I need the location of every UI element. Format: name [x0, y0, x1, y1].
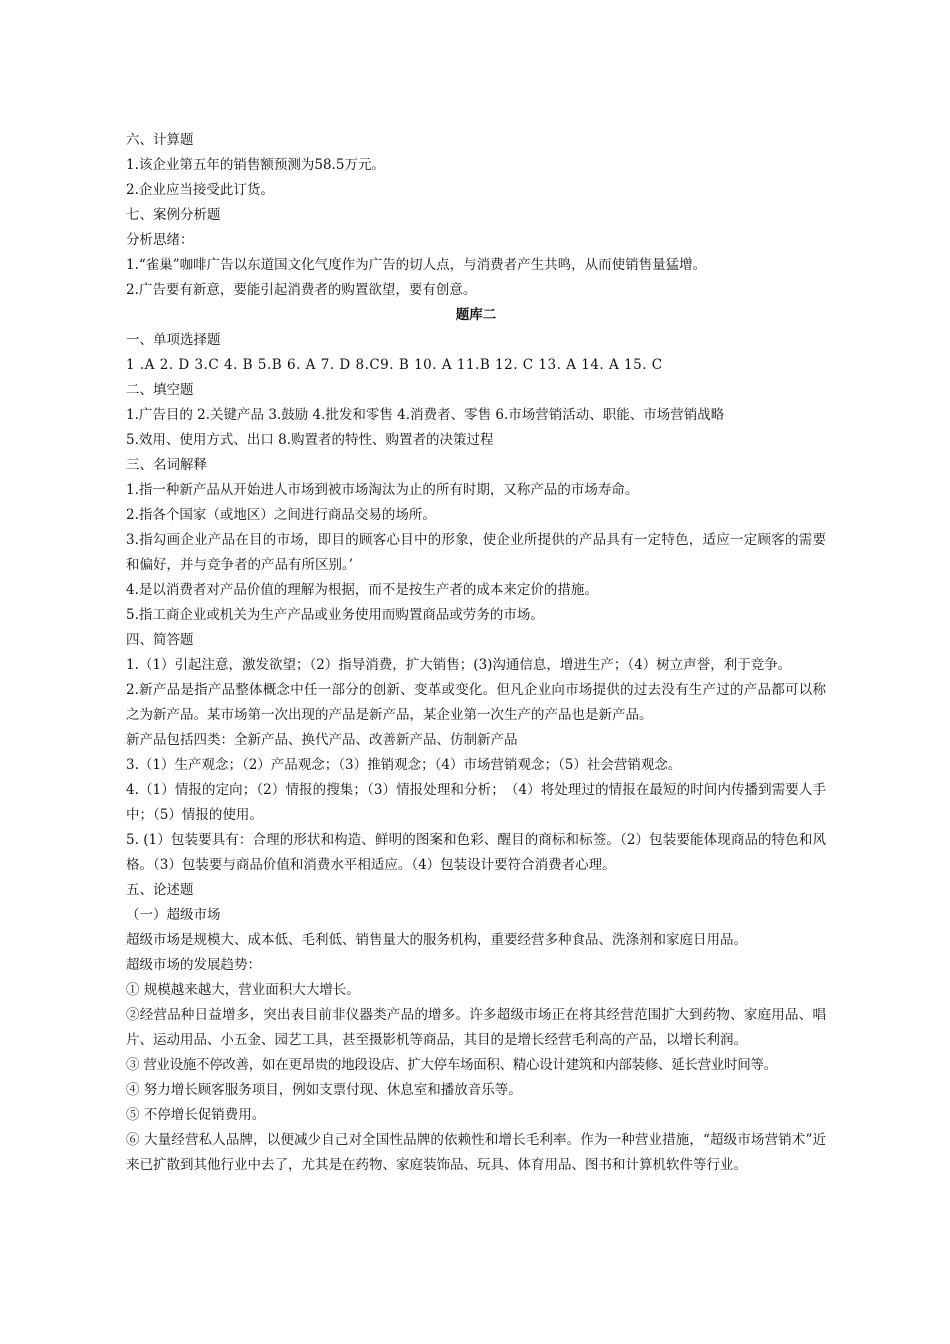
list-item: ②经营品种日益增多，突出表目前非仪器类产品的增多。许多超级市场正在将其经营范围扩大到药物、家庭用品、唱片、运动用品、小五金、园艺工具，甚至摄影机等商品，其目的是增长经营毛利高的产品，以增长利润。 — [126, 1007, 826, 1048]
section-heading-single-choice: 一、单项选择题 — [126, 332, 221, 348]
answer-line: 2.指各个国家（或地区）之间进行商品交易的场所。 — [126, 507, 436, 523]
answer-key: 1 .A 2. D 3.C 4. B 5.B 6. A 7. D 8.C9. B 10. A 11.B 12. C 13. A 14. A 15. C — [126, 357, 663, 373]
section-heading-case-analysis: 七、案例分析题 — [126, 207, 221, 223]
answer-line: 5.效用、使用方式、出口 8.购置者的特性、购置者的决策过程 — [126, 432, 494, 448]
list-item: ⑤ 不停增长促销费用。 — [126, 1107, 266, 1123]
answer-line: 2.企业应当接受此订货。 — [126, 182, 274, 198]
page-title: 题库二 — [455, 307, 497, 323]
list-item: ⑥ 大量经营私人品牌，以便减少自己对全国性品牌的依赖性和增长毛利率。作为一种营业措施，“超级市场营销术”近来已扩散到其他行业中去了，尤其是在药物、家庭装饰品、玩具、体育用品、图书和计算机软件等行业。 — [126, 1132, 826, 1173]
section-heading-short-answer: 四、简答题 — [126, 632, 194, 648]
section-heading-definitions: 三、名词解释 — [126, 457, 207, 473]
answer-paragraph: 3.指勾画企业产品在目的市场，即目的顾客心目中的形象，使企业所提供的产品具有一定特色，适应一定顾客的需要和偏好，并与竞争者的产品有所区别。’ — [126, 532, 826, 573]
answer-paragraph: 5. (1）包装要具有：合理的形状和构造、鲜明的图案和色彩、醒目的商标和标签。（2）包装要能体现商品的特色和风格。（3）包装要与商品价值和消费水平相适应。（4）包装设计要符合消费者心理。 — [126, 832, 826, 873]
answer-line: 1.该企业第五年的销售额预测为58.5万元。 — [126, 157, 385, 173]
list-item: ④ 努力增长顾客服务项目，例如支票付现、休息室和播放音乐等。 — [126, 1082, 522, 1098]
answer-line: 1.指一种新产品从开始进人市场到被市场淘汰为止的所有时期，又称产品的市场寿命。 — [126, 482, 639, 498]
answer-line: 超级市场是规模大、成本低、毛利低、销售量大的服务机构，重要经营多种食品、洗涤剂和家庭日用品。 — [126, 932, 747, 948]
answer-line: 超级市场的发展趋势： — [126, 957, 261, 973]
answer-line: 4.是以消费者对产品价值的理解为根据，而不是按生产者的成本来定价的措施。 — [126, 582, 598, 598]
answer-line: 5.指工商企业或机关为生产产品或业务使用而购置商品或劳务的市场。 — [126, 607, 544, 623]
list-item: ③ 营业设施不停改善，如在更昂贵的地段设店、扩大停车场面积、精心设计建筑和内部装修、延长营业时间等。 — [126, 1057, 777, 1073]
section-heading-calculation: 六、计算题 — [126, 132, 194, 148]
answer-paragraph: 4.（1）情报的定向；（2）情报的搜集；（3）情报处理和分析； （4）将处理过的情报在最短的时间内传播到需要人手中；（5）情报的使用。 — [126, 782, 826, 823]
answer-paragraph: 2.新产品是指产品整体概念中任一部分的创新、变革或变化。但凡企业向市场提供的过去没有生产过的产品都可以称之为新产品。某市场第一次出现的产品是新产品，某企业第一次生产的产品也是新产品。 — [126, 682, 826, 723]
document-page — [126, 128, 826, 1178]
subheading: 分析思绪： — [126, 232, 194, 248]
subheading: （一）超级市场 — [126, 907, 221, 923]
answer-line: 1.“雀巢”咖啡广告以东道国文化气度作为广告的切人点，与消费者产生共鸣，从而使销售量猛增。 — [126, 257, 707, 273]
answer-paragraph: 1.（1）引起注意，激发欲望；（2）指导消费，扩大销售；(3)沟通信息，增进生产；（4）树立声誉，利于竞争。 — [126, 657, 792, 673]
answer-line: 2.广告要有新意，要能引起消费者的购置欲望，要有创意。 — [126, 282, 477, 298]
section-heading-essay: 五、论述题 — [126, 882, 194, 898]
list-item: ① 规模越来越大，营业面积大大增长。 — [126, 982, 360, 998]
answer-line: 1.广告目的 2.关键产品 3.鼓励 4.批发和零售 4.消费者、零售 6.市场营销活动、职能、市场营销战略 — [126, 407, 725, 423]
section-heading-fill-blank: 二、填空题 — [126, 382, 194, 398]
answer-line: 新产品包括四类：全新产品、换代产品、改善新产品、仿制新产品 — [126, 732, 518, 748]
answer-line: 3.（1）生产观念；（2）产品观念；（3）推销观念；（4）市场营销观念；（5）社会营销观念。 — [126, 757, 682, 773]
